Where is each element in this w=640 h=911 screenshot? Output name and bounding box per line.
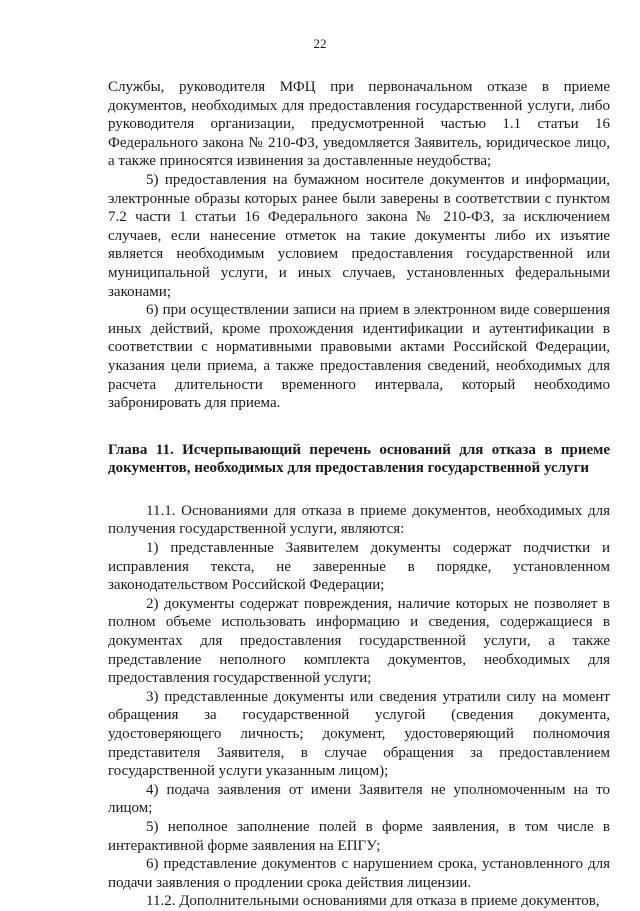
- section-before: [108, 78, 610, 413]
- paragraph: 11.1. Основаниями для отказа в приеме документов, необходимых для получения государственной услуги, являются:: [108, 502, 610, 538]
- paragraph: 11.2. Дополнительными основаниями для отказа в приеме документов,: [146, 893, 600, 910]
- paragraph: 6) при осуществлении записи на прием в электронном виде совершения иных действий, кроме прохождения идентификации и аутентификации в соответствии с нормативными правовыми актами Российской Федерации, указания цели приема, а также предоставления сведений, необходимых для расчета длительности временного интервала, который необходимо забронировать для приема.: [108, 302, 610, 412]
- list-item: 6) представление документов с нарушением срока, установленного для подачи заявления о продлении срока действия лицензии.: [108, 856, 610, 891]
- paragraph: Службы, руководителя МФЦ при первоначальном отказе в приеме документов, необходимых для предоставления государственной услуги, либо руководителя организации, предусмотренной частью 1.1 статьи 16 Федерального закона № 210-ФЗ, уведомляется Заявитель, юридическое лицо, а также приносятся извинения за доставленные неудобства;: [108, 79, 610, 170]
- chapter-heading: Глава 11. Исчерпывающий перечень оснований для отказа в приеме документов, необходимых для предоставления государственной услуги: [108, 441, 610, 477]
- list-item: 3) представленные документы или сведения утратили силу на момент обращения за государственной услугой (сведения документа, удостоверяющего личность; документ, удостоверяющий полномочия представителя Заявителя, в случае обращения за предоставлением государственной услуги указанным лицом);: [108, 688, 610, 780]
- document-body: [108, 78, 610, 911]
- paragraph: 5) предоставления на бумажном носителе документов и информации, электронные образы которых ранее были заверены в соответствии с пунктом 7.2 части 1 статьи 16 Федерального закона № 210-ФЗ, за исключением случаев, если нанесение отметок на такие документы либо их изъятие является необходимым условием предоставления государственной или муниципальной услуги, и иных случаев, установленных федеральными законами;: [108, 171, 610, 300]
- list-item: 1) представленные Заявителем документы содержат подчистки и исправления текста, не заверенные в порядке, установленном законодательством Российской Федерации;: [108, 540, 610, 594]
- list-item: 5) неполное заполнение полей в форме заявления, в том числе в интерактивной форме заявления на ЕПГУ;: [108, 818, 610, 854]
- section-after: [108, 502, 610, 911]
- page-number: 22: [313, 36, 327, 51]
- list-item: 4) подача заявления от имени Заявителя не уполномоченным на то лицом;: [108, 781, 610, 817]
- list-item: 2) документы содержат повреждения, наличие которых не позволяет в полном объеме использовать информацию и сведения, содержащиеся в документах для предоставления государственной услуги, а также представление неполного комплекта документов, необходимых для предоставления государственной услуги;: [108, 595, 610, 687]
